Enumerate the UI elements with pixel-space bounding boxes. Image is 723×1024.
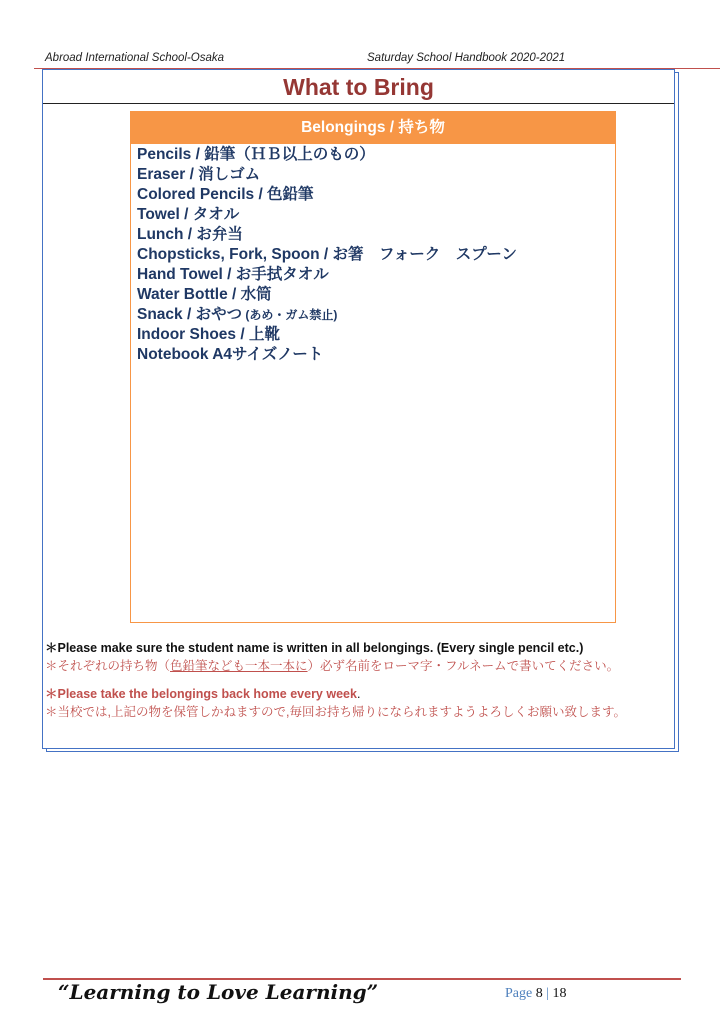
title-cell (43, 70, 674, 104)
notes-section (45, 640, 670, 721)
page-number (505, 986, 567, 1002)
page-label: Page (505, 986, 533, 1001)
belonging-item: Water Bottle / 水筒 (137, 286, 272, 303)
note-takehome-english (45, 686, 670, 703)
belonging-item: Towel / タオル (137, 206, 240, 223)
belongings-list (137, 145, 517, 365)
header-handbook-title: Saturday School Handbook 2020-2021 (367, 52, 566, 64)
snack-label: Snack / おやつ (137, 306, 243, 323)
content-frame (42, 69, 675, 749)
belonging-item: Colored Pencils / 色鉛筆 (137, 186, 314, 203)
belonging-item: Indoor Shoes / 上靴 (137, 326, 280, 343)
belonging-item: Pencils / 鉛筆（ＨＢ以上のもの） (137, 146, 375, 163)
footer-motto: “Learning to Love Learning” (58, 980, 379, 1004)
note-en2-dot: . (356, 687, 361, 701)
note-en2-text: ＊Please take the belongings back home every week (45, 687, 357, 701)
note-name-english: ＊Please make sure the student name is written in all belongings. (Every single pencil etc.) (45, 641, 584, 655)
belonging-item: Eraser / 消しゴム (137, 166, 261, 183)
note-jp1-pre: ＊それぞれの持ち物（ (45, 659, 171, 673)
note-name-japanese (45, 657, 670, 675)
belongings-header: Belongings / 持ち物 (131, 112, 615, 144)
belonging-item-snack (137, 305, 517, 325)
belonging-item: Hand Towel / お手拭タオル (137, 266, 329, 283)
page-current: 8 (535, 986, 543, 1001)
belonging-item: Lunch / お弁当 (137, 226, 243, 243)
belongings-box (130, 111, 616, 623)
page-separator: | (546, 986, 550, 1001)
snack-note: (あめ・ガム禁止) (242, 308, 338, 322)
belonging-item: Chopsticks, Fork, Spoon / お箸 フォーク スプーン (137, 246, 517, 263)
note-jp1-underlined: 色鉛筆なども一本一本に (170, 659, 308, 673)
header-school-name: Abroad International School-Osaka (45, 52, 224, 64)
page-total: 18 (552, 986, 567, 1001)
note-takehome-japanese: ＊当校では,上記の物を保管しかねますので,毎回お持ち帰りになられますようよろしくお願い致します。 (45, 705, 626, 719)
note-jp1-post: ）必ず名前をローマ字・フルネームで書いてください。 (307, 659, 620, 673)
page-title: What to Bring (283, 74, 434, 100)
belonging-item: Notebook A4サイズノート (137, 346, 324, 363)
